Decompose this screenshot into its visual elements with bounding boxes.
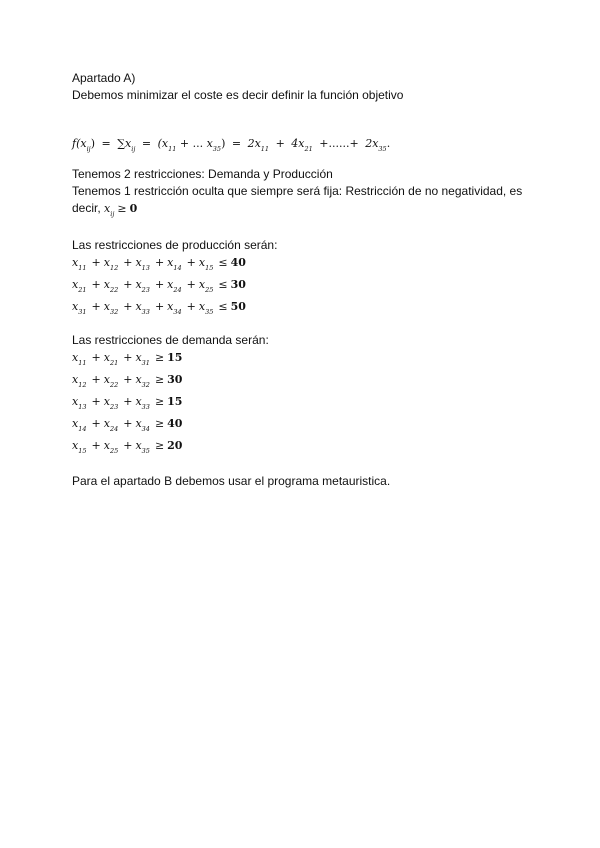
plus-sign: + bbox=[123, 439, 133, 452]
inequality-sign: ≥ bbox=[154, 373, 165, 386]
obj-x: x bbox=[206, 137, 213, 150]
variable-x: x bbox=[135, 395, 142, 408]
variable-x: x bbox=[135, 439, 142, 452]
plus-sign: + bbox=[123, 395, 133, 408]
variable-subscript: 32 bbox=[109, 308, 119, 316]
variable-subscript: 35 bbox=[205, 308, 214, 316]
variable-subscript: 22 bbox=[109, 286, 119, 294]
inequality-sign: ≥ bbox=[154, 417, 165, 430]
restriction-hidden-prefix: decir, bbox=[72, 201, 101, 215]
variable-subscript: 21 bbox=[78, 286, 87, 294]
variable-subscript: 34 bbox=[173, 308, 182, 316]
demand-constraint-row bbox=[72, 373, 182, 387]
restrictions-count: Tenemos 2 restricciones: Demanda y Producción bbox=[72, 167, 333, 181]
variable-x: x bbox=[72, 373, 79, 386]
inequality-sign: ≥ bbox=[154, 439, 165, 452]
plus-sign: + bbox=[123, 278, 133, 291]
variable-x: x bbox=[135, 373, 142, 386]
variable-subscript: 11 bbox=[78, 264, 87, 272]
restriction-hidden-line2 bbox=[72, 201, 137, 216]
obj-t1: 2x bbox=[247, 137, 261, 150]
obj-t3: 2x bbox=[365, 137, 379, 150]
constraint-value: 50 bbox=[230, 300, 246, 313]
variable-x: x bbox=[72, 395, 79, 408]
constraint-value: 15 bbox=[167, 351, 183, 364]
obj-t2: 4x bbox=[291, 137, 305, 150]
obj-eq2: = bbox=[141, 137, 152, 150]
plus-sign: + bbox=[186, 300, 196, 313]
inequality-sign: ≥ bbox=[154, 351, 165, 364]
obj-plus1: + bbox=[275, 137, 285, 150]
variable-x: x bbox=[72, 351, 79, 364]
variable-x: x bbox=[135, 300, 142, 313]
plus-sign: + bbox=[91, 256, 101, 269]
variable-x: x bbox=[72, 300, 79, 313]
obj-lhs-sub: ij bbox=[86, 145, 91, 153]
obj-t2-sub: 21 bbox=[304, 145, 313, 153]
obj-plus-dots: + ... bbox=[179, 137, 204, 150]
variable-x: x bbox=[103, 439, 110, 452]
variable-subscript: 25 bbox=[205, 286, 214, 294]
variable-subscript: 21 bbox=[109, 359, 119, 367]
variable-subscript: 23 bbox=[141, 286, 150, 294]
plus-sign: + bbox=[91, 417, 101, 430]
plus-sign: + bbox=[186, 256, 196, 269]
variable-subscript: 13 bbox=[141, 264, 150, 272]
plus-sign: + bbox=[123, 351, 133, 364]
obj-t1-sub: 11 bbox=[260, 145, 270, 153]
constraint-value: 20 bbox=[167, 439, 183, 452]
variable-subscript: 31 bbox=[141, 359, 150, 367]
obj-plus-dots2: +......+ bbox=[319, 137, 359, 150]
plus-sign: + bbox=[154, 278, 165, 291]
constraint-value: 30 bbox=[167, 373, 183, 386]
variable-subscript: 12 bbox=[109, 264, 119, 272]
plus-sign: + bbox=[186, 278, 196, 291]
plus-sign: + bbox=[91, 300, 101, 313]
plus-sign: + bbox=[123, 300, 133, 313]
variable-x: x bbox=[72, 417, 79, 430]
variable-subscript: 33 bbox=[141, 308, 150, 316]
plus-sign: + bbox=[91, 439, 101, 452]
constraint-value: 15 bbox=[167, 395, 183, 408]
inequality-sign: ≤ bbox=[218, 278, 228, 291]
variable-subscript: 12 bbox=[78, 381, 87, 389]
variable-x: x bbox=[198, 300, 206, 313]
variable-subscript: 34 bbox=[141, 425, 150, 433]
production-constraint-row bbox=[72, 256, 246, 270]
demand-title: Las restricciones de demanda serán: bbox=[72, 333, 269, 347]
restriction-hidden-line1: Tenemos 1 restricción oculta que siempre será fija: Restricción de no negatividad, es bbox=[72, 184, 523, 198]
variable-x: x bbox=[103, 351, 110, 364]
variable-x: x bbox=[72, 439, 79, 452]
variable-subscript: 15 bbox=[78, 447, 87, 455]
constraint-value: 40 bbox=[167, 417, 183, 430]
variable-x: x bbox=[135, 256, 142, 269]
variable-x: x bbox=[198, 278, 206, 291]
variable-x: x bbox=[103, 417, 110, 430]
plus-sign: + bbox=[91, 373, 101, 386]
variable-subscript: 31 bbox=[78, 308, 87, 316]
obj-sum-sub: ij bbox=[131, 145, 136, 153]
variable-x: x bbox=[167, 278, 174, 291]
demand-constraint-row bbox=[72, 417, 182, 431]
nonnegativity-formula bbox=[104, 202, 138, 218]
variable-x: x bbox=[135, 278, 142, 291]
variable-x: x bbox=[103, 395, 110, 408]
variable-x: x bbox=[103, 373, 110, 386]
obj-period: . bbox=[386, 137, 391, 150]
variable-subscript: 22 bbox=[109, 381, 119, 389]
obj-lhs-close: ) bbox=[90, 137, 95, 150]
variable-subscript: 33 bbox=[141, 403, 150, 411]
plus-sign: + bbox=[123, 256, 133, 269]
variable-subscript: 14 bbox=[78, 425, 87, 433]
nonneg-x: x bbox=[104, 202, 111, 215]
plus-sign: + bbox=[154, 256, 165, 269]
obj-sum: ∑x bbox=[117, 137, 132, 150]
variable-subscript: 23 bbox=[109, 403, 119, 411]
variable-x: x bbox=[103, 278, 110, 291]
production-title: Las restricciones de producción serán: bbox=[72, 238, 278, 252]
intro-text: Debemos minimizar el coste es decir definir la función objetivo bbox=[72, 88, 404, 102]
variable-subscript: 24 bbox=[109, 425, 119, 433]
inequality-sign: ≥ bbox=[154, 395, 165, 408]
variable-subscript: 24 bbox=[173, 286, 182, 294]
variable-x: x bbox=[198, 256, 206, 269]
variable-x: x bbox=[135, 417, 142, 430]
demand-constraint-row bbox=[72, 395, 182, 409]
closing-text: Para el apartado B debemos usar el programa metauristica. bbox=[72, 474, 391, 488]
demand-constraint-row bbox=[72, 439, 182, 453]
variable-subscript: 25 bbox=[109, 447, 119, 455]
inequality-sign: ≤ bbox=[218, 300, 228, 313]
plus-sign: + bbox=[123, 417, 133, 430]
obj-lhs: f(x bbox=[72, 137, 87, 150]
variable-subscript: 11 bbox=[78, 359, 87, 367]
variable-x: x bbox=[72, 278, 79, 291]
nonneg-value: 0 bbox=[129, 202, 138, 215]
variable-x: x bbox=[103, 300, 110, 313]
variable-subscript: 32 bbox=[141, 381, 150, 389]
plus-sign: + bbox=[123, 373, 133, 386]
inequality-sign: ≤ bbox=[218, 256, 228, 269]
plus-sign: + bbox=[91, 278, 101, 291]
variable-subscript: 14 bbox=[173, 264, 182, 272]
obj-first-sub: 11 bbox=[168, 145, 177, 153]
variable-subscript: 35 bbox=[141, 447, 150, 455]
plus-sign: + bbox=[154, 300, 165, 313]
plus-sign: + bbox=[91, 395, 101, 408]
demand-constraint-row bbox=[72, 351, 182, 365]
variable-x: x bbox=[135, 351, 142, 364]
obj-eq3: = bbox=[231, 137, 242, 150]
production-constraint-row bbox=[72, 278, 246, 292]
variable-subscript: 15 bbox=[205, 264, 214, 272]
objective-function bbox=[72, 137, 390, 151]
variable-x: x bbox=[167, 300, 174, 313]
obj-paren-close: ) bbox=[221, 137, 226, 150]
variable-subscript: 13 bbox=[78, 403, 87, 411]
plus-sign: + bbox=[91, 351, 101, 364]
variable-x: x bbox=[103, 256, 110, 269]
production-constraint-row bbox=[72, 300, 246, 314]
obj-last-sub: 35 bbox=[212, 145, 222, 153]
constraint-value: 40 bbox=[230, 256, 246, 269]
nonneg-sub: ij bbox=[110, 210, 115, 218]
obj-eq1: = bbox=[101, 137, 111, 150]
variable-x: x bbox=[72, 256, 79, 269]
obj-paren-open: (x bbox=[157, 137, 169, 150]
constraint-value: 30 bbox=[230, 278, 246, 291]
variable-x: x bbox=[167, 256, 174, 269]
nonneg-op: ≥ bbox=[117, 202, 127, 215]
heading: Apartado A) bbox=[72, 71, 136, 85]
obj-t3-sub: 35 bbox=[378, 145, 387, 153]
